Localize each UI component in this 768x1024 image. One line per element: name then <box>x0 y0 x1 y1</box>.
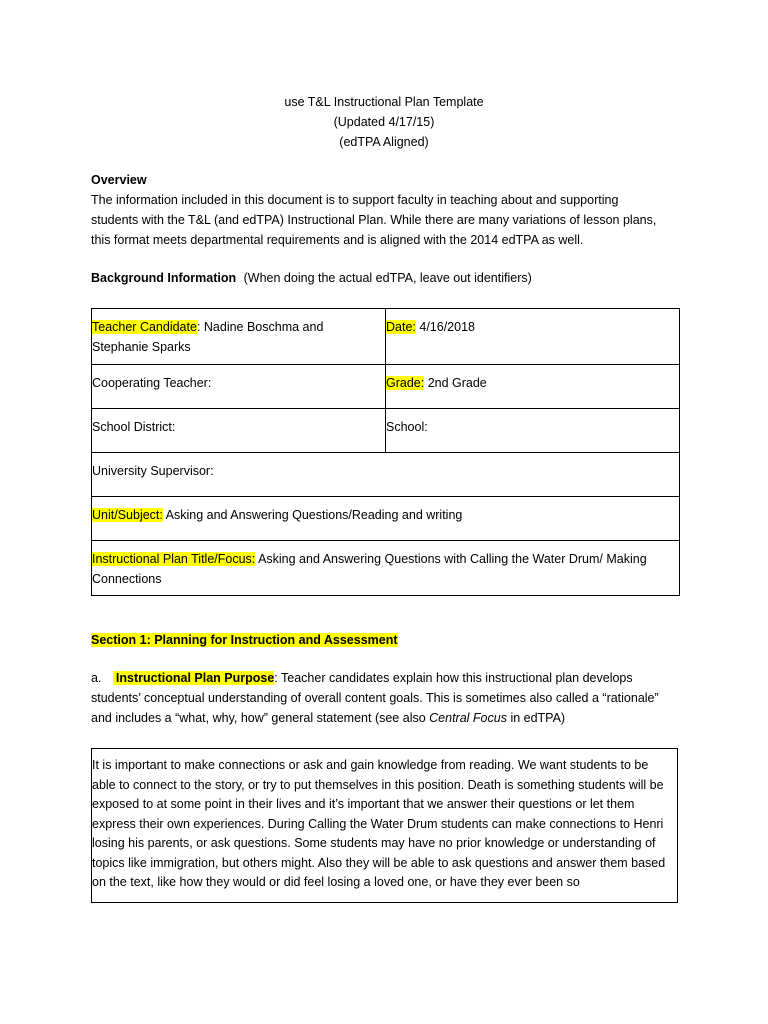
purpose-label: Instructional Plan Purpose <box>113 671 274 685</box>
school-district-label: School District: <box>92 420 176 434</box>
purpose-line-2: students’ conceptual understanding of overall content goals. This is sometimes also called a “rationale” <box>91 691 659 705</box>
background-heading: Background Information <box>91 271 237 285</box>
background-note: (When doing the actual edTPA, leave out identifiers) <box>243 271 532 285</box>
section-1-heading: Section 1: Planning for Instruction and Assessment <box>91 633 398 647</box>
university-supervisor-label: University Supervisor: <box>92 464 214 478</box>
purpose-line-3 <box>91 708 681 728</box>
grade-cell <box>386 365 680 409</box>
plan-title-cell <box>92 541 680 596</box>
grade-label: Grade: <box>386 376 425 390</box>
unit-subject-cell <box>92 497 680 541</box>
purpose-text-3: and includes a “what, why, how” general statement (see also <box>91 711 430 725</box>
university-supervisor-cell <box>92 453 680 497</box>
teacher-candidate-cell <box>92 309 386 365</box>
date-cell <box>386 309 680 365</box>
unit-subject-label: Unit/Subject: <box>92 508 163 522</box>
date-label: Date: <box>386 320 416 334</box>
overview-line-3: this format meets departmental requirements and is aligned with the 2014 edTPA as well. <box>91 233 584 247</box>
purpose-paragraph <box>91 668 681 728</box>
purpose-prefix: a. <box>91 671 102 685</box>
school-cell <box>386 409 680 453</box>
overview-line-1: The information included in this document is to support faculty in teaching about and supporting <box>91 193 619 207</box>
date-value: 4/16/2018 <box>415 320 475 334</box>
teacher-candidate-label: Teacher Candidate <box>92 320 197 334</box>
background-table <box>91 308 680 596</box>
grade-value: 2nd Grade <box>424 376 487 390</box>
edtpa-aligned-note: (edTPA Aligned) <box>339 135 429 149</box>
background-info <box>91 268 681 288</box>
school-label: School: <box>386 420 428 434</box>
plan-title-value: Asking and Answering Questions with Calling the Water Drum/ Making Connections <box>92 552 647 586</box>
document-title: use T&L Instructional Plan Template <box>284 95 484 109</box>
purpose-text-1: : Teacher candidates explain how this instructional plan develops <box>274 671 633 685</box>
teacher-candidate-value: : Nadine Boschma and Stephanie Sparks <box>92 320 324 354</box>
central-focus-term: Central Focus <box>429 711 507 725</box>
rationale-box <box>91 748 678 903</box>
updated-date: (Updated 4/17/15) <box>333 115 435 129</box>
purpose-line-1 <box>91 668 681 688</box>
school-district-cell <box>92 409 386 453</box>
rationale-text: It is important to make connections or ask and gain knowledge from reading. We want students to be able to connect to the story, or try to put themselves in this position. Death is something students will be exposed to at some point in their lives and it’s important that we answer their questions or let them express their own experiences. During Calling the Water Drum students can make connections to Henri losing his parents, or ask questions. Some students may have no prior knowledge or understanding of topics like immigration, but others might. Also they will be able to ask questions and answer them based on the text, like how they would or did feel losing a loved one, or have they ever been so <box>92 758 666 889</box>
cooperating-teacher-cell <box>92 365 386 409</box>
overview-heading: Overview <box>91 173 147 187</box>
overview-line-2: students with the T&L (and edTPA) Instructional Plan. While there are many variations of lesson plans, <box>91 213 657 227</box>
plan-title-label: Instructional Plan Title/Focus: <box>92 552 256 566</box>
cooperating-teacher-label: Cooperating Teacher: <box>92 376 212 390</box>
purpose-text-4: in edTPA) <box>506 711 566 725</box>
section-1-heading-row <box>91 630 681 650</box>
unit-subject-value: Asking and Answering Questions/Reading and writing <box>162 508 463 522</box>
